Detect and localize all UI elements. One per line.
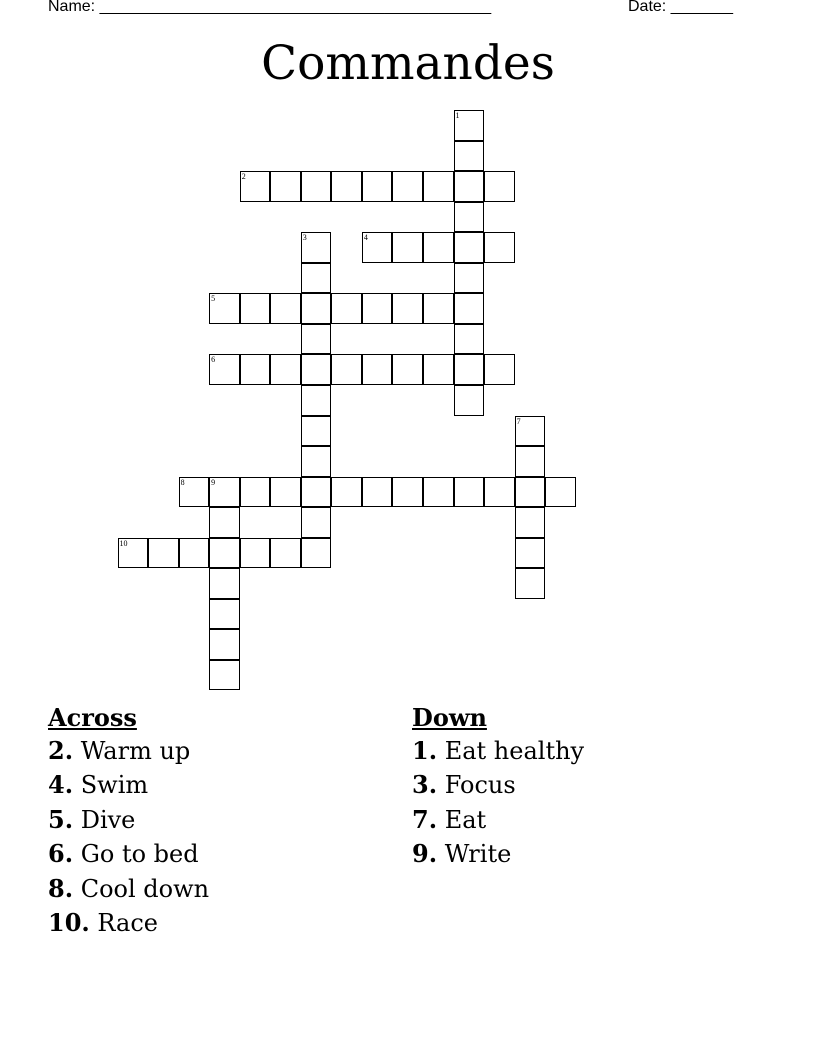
down-heading: Down xyxy=(412,703,487,732)
grid-cell[interactable] xyxy=(484,232,515,263)
grid-cell[interactable] xyxy=(301,324,332,355)
clue-text: Eat xyxy=(444,805,487,834)
clue-number: 6. xyxy=(48,839,74,869)
clue-text: Write xyxy=(444,840,512,869)
grid-cell[interactable] xyxy=(270,477,301,508)
grid-cell[interactable] xyxy=(209,538,240,569)
grid-cell[interactable] xyxy=(270,354,301,385)
clue-text: Warm up xyxy=(80,737,191,765)
grid-cell[interactable] xyxy=(392,293,423,324)
clue-number-label: 5 xyxy=(211,294,216,304)
grid-cell[interactable] xyxy=(301,446,332,477)
grid-cell[interactable] xyxy=(484,477,515,508)
grid-cell[interactable] xyxy=(362,171,393,202)
clue-down-item xyxy=(412,734,584,768)
grid-cell[interactable] xyxy=(179,538,210,569)
across-clues xyxy=(48,702,209,940)
grid-cell[interactable] xyxy=(362,293,393,324)
clue-number: 2. xyxy=(48,736,74,765)
clue-number-label: 9 xyxy=(211,477,216,487)
grid-cell[interactable] xyxy=(209,629,240,660)
grid-cell[interactable] xyxy=(301,171,332,202)
grid-cell[interactable] xyxy=(545,477,576,508)
clue-text: Eat healthy xyxy=(444,737,585,765)
grid-cell[interactable] xyxy=(454,171,485,202)
grid-cell[interactable] xyxy=(209,660,240,691)
grid-cell[interactable] xyxy=(454,263,485,294)
grid-cell[interactable] xyxy=(454,385,485,416)
grid-cell[interactable] xyxy=(209,599,240,630)
grid-cell[interactable] xyxy=(301,477,332,508)
grid-cell[interactable] xyxy=(423,171,454,202)
grid-cell[interactable] xyxy=(301,507,332,538)
clue-number-label: 8 xyxy=(180,477,185,487)
name-field[interactable]: Name: ____________________________________________ xyxy=(48,0,492,15)
grid-cell[interactable] xyxy=(270,293,301,324)
grid-cell[interactable] xyxy=(301,354,332,385)
clue-across-item xyxy=(48,837,209,871)
grid-cell[interactable] xyxy=(392,477,423,508)
clue-number-label: 6 xyxy=(211,355,216,365)
clue-number: 7. xyxy=(412,804,438,834)
grid-cell[interactable] xyxy=(270,171,301,202)
grid-cell[interactable] xyxy=(392,232,423,263)
grid-cell[interactable] xyxy=(454,202,485,233)
grid-cell-5[interactable] xyxy=(209,293,240,324)
clue-down-item xyxy=(412,803,584,837)
grid-cell[interactable] xyxy=(331,477,362,508)
grid-cell[interactable] xyxy=(301,416,332,447)
clue-text: Go to bed xyxy=(80,840,199,869)
grid-cell[interactable] xyxy=(331,354,362,385)
clue-text: Focus xyxy=(444,771,516,800)
clue-number-label: 7 xyxy=(516,416,521,426)
clue-number: 10. xyxy=(48,908,90,938)
grid-cell[interactable] xyxy=(515,507,546,538)
clue-down-item xyxy=(412,768,584,802)
grid-cell[interactable] xyxy=(515,568,546,599)
clue-across-item xyxy=(48,734,209,768)
clue-down-item xyxy=(412,837,584,871)
grid-cell[interactable] xyxy=(148,538,179,569)
grid-cell-6[interactable] xyxy=(209,354,240,385)
grid-cell[interactable] xyxy=(515,446,546,477)
down-clues xyxy=(412,702,584,872)
clue-number: 9. xyxy=(412,839,438,869)
grid-cell-3[interactable] xyxy=(301,232,332,263)
grid-cell[interactable] xyxy=(454,324,485,355)
clue-number: 8. xyxy=(48,873,74,903)
grid-cell[interactable] xyxy=(423,232,454,263)
clue-number-label: 2 xyxy=(241,172,246,182)
clue-text: Cool down xyxy=(80,874,210,903)
grid-cell[interactable] xyxy=(392,171,423,202)
grid-cell[interactable] xyxy=(454,293,485,324)
clue-number-label: 1 xyxy=(455,111,460,120)
clue-across-item xyxy=(48,803,209,837)
clue-number: 5. xyxy=(48,804,74,834)
grid-cell[interactable] xyxy=(454,141,485,172)
clue-number: 4. xyxy=(48,770,74,800)
grid-cell-8[interactable] xyxy=(179,477,210,508)
grid-cell[interactable] xyxy=(301,385,332,416)
grid-cell[interactable] xyxy=(301,263,332,294)
grid-cell[interactable] xyxy=(240,538,271,569)
grid-cell[interactable] xyxy=(423,477,454,508)
clue-number-label: 10 xyxy=(119,538,128,548)
grid-cell[interactable] xyxy=(484,171,515,202)
grid-cell[interactable] xyxy=(301,293,332,324)
grid-cell[interactable] xyxy=(362,354,393,385)
grid-cell-10[interactable] xyxy=(118,538,149,569)
clue-across-item xyxy=(48,872,209,906)
grid-cell-7[interactable] xyxy=(515,416,546,447)
across-heading: Across xyxy=(48,703,137,732)
grid-cell[interactable] xyxy=(454,477,485,508)
date-field[interactable]: Date: _______ xyxy=(628,0,733,15)
grid-cell-9[interactable] xyxy=(209,477,240,508)
grid-cell[interactable] xyxy=(209,507,240,538)
grid-cell[interactable] xyxy=(331,293,362,324)
grid-cell[interactable] xyxy=(454,354,485,385)
clue-across-item xyxy=(48,768,209,802)
clue-text: Dive xyxy=(80,805,136,834)
clue-across-item xyxy=(48,906,209,940)
grid-cell[interactable] xyxy=(423,293,454,324)
grid-cell[interactable] xyxy=(331,171,362,202)
page-title: Commandes xyxy=(261,36,555,91)
clue-number-label: 4 xyxy=(363,233,368,243)
grid-cell[interactable] xyxy=(454,232,485,263)
grid-cell[interactable] xyxy=(392,354,423,385)
grid-cell[interactable] xyxy=(515,538,546,569)
grid-cell-4[interactable] xyxy=(362,232,393,263)
grid-cell[interactable] xyxy=(515,477,546,508)
grid-cell[interactable] xyxy=(209,568,240,599)
grid-cell[interactable] xyxy=(240,477,271,508)
grid-cell[interactable] xyxy=(484,354,515,385)
grid-cell[interactable] xyxy=(362,477,393,508)
clue-number-label: 3 xyxy=(302,233,307,243)
grid-cell[interactable] xyxy=(240,293,271,324)
clue-text: Swim xyxy=(80,771,149,800)
grid-cell[interactable] xyxy=(423,354,454,385)
grid-cell[interactable] xyxy=(270,538,301,569)
grid-cell-1[interactable] xyxy=(454,110,485,141)
grid-cell[interactable] xyxy=(301,538,332,569)
clue-number: 3. xyxy=(412,770,438,800)
grid-cell-2[interactable] xyxy=(240,171,271,202)
clue-text: Race xyxy=(97,909,158,938)
grid-cell[interactable] xyxy=(240,354,271,385)
clue-number: 1. xyxy=(412,736,438,765)
